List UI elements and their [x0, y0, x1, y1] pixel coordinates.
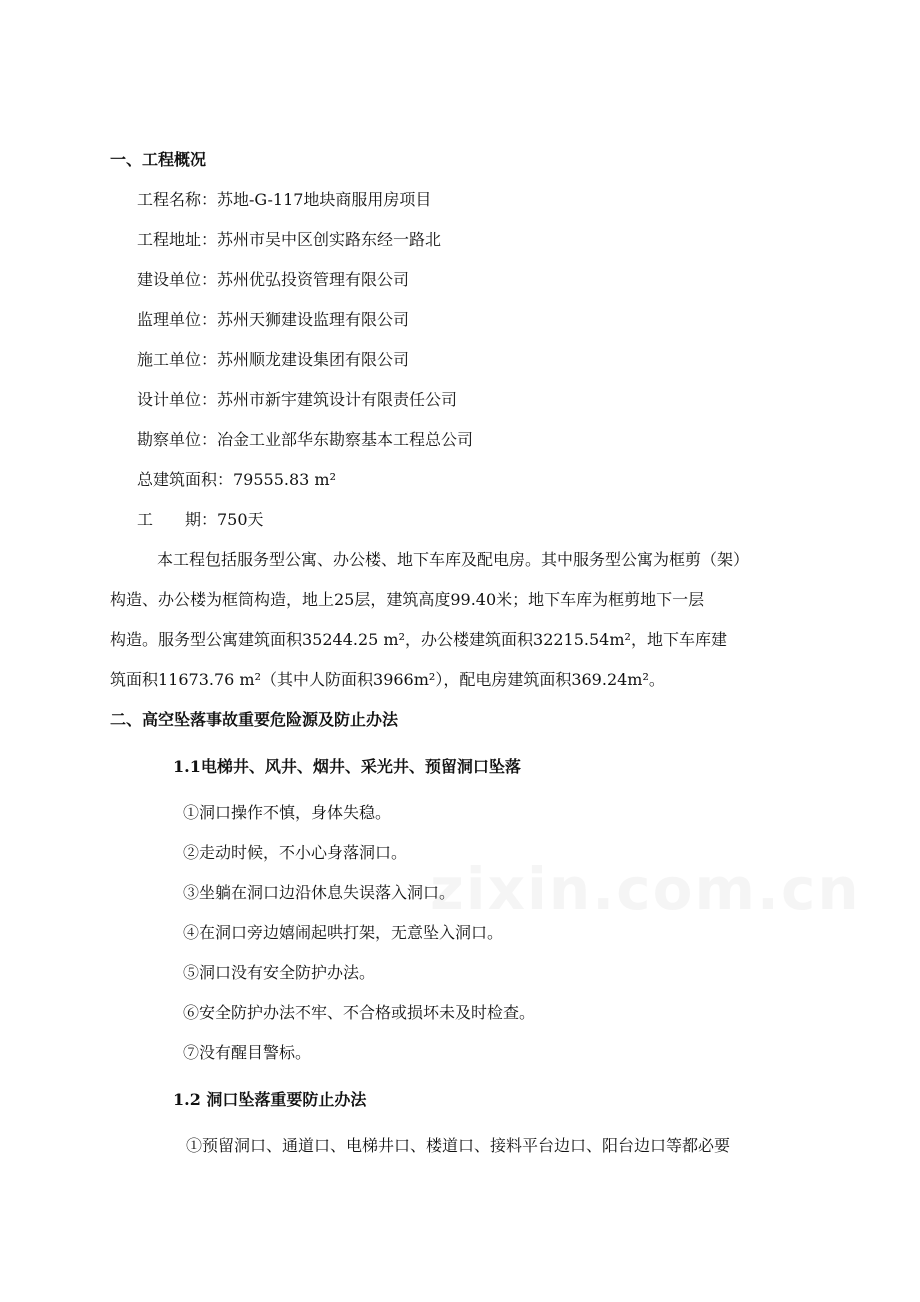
hazard-item-2: ②走动时候，不小心身落洞口。 — [183, 843, 408, 862]
hazard-item-4: ④在洞口旁边嬉闹起哄打架，无意坠入洞口。 — [183, 923, 504, 942]
prevention-item-1: ①预留洞口、通道口、电梯井口、楼道口、接料平台边口、阳台边口等都必要 — [186, 1136, 731, 1155]
field-construction-unit: 建设单位：苏州优弘投资管理有限公司 — [137, 270, 410, 289]
hazard-item-7: ⑦没有醒目警标。 — [183, 1043, 312, 1062]
field-duration: 工 期：750天 — [137, 510, 264, 529]
field-design-unit: 设计单位：苏州市新宇建筑设计有限责任公司 — [137, 390, 458, 409]
hazard-item-5: ⑤洞口没有安全防护办法。 — [183, 963, 376, 982]
field-builder-unit: 施工单位：苏州顺龙建设集团有限公司 — [137, 350, 410, 369]
hazard-item-1: ①洞口操作不慎，身体失稳。 — [183, 803, 392, 822]
hazard-item-6: ⑥安全防护办法不牢、不合格或损坏未及时检查。 — [183, 1003, 536, 1022]
overview-paragraph-line-4: 筑面积11673.76 m²（其中人防面积3966m²），配电房建筑面积369.24m²。 — [110, 670, 665, 689]
overview-paragraph-line-2: 构造、办公楼为框筒构造，地上25层，建筑高度99.40米；地下车库为框剪地下一层 — [110, 590, 705, 609]
section-heading-overview: 一、工程概况 — [110, 150, 207, 169]
field-survey-unit: 勘察单位：冶金工业部华东勘察基本工程总公司 — [137, 430, 474, 449]
subsection-heading-1-2: 1.2 洞口坠落重要防止办法 — [173, 1090, 367, 1109]
field-project-address: 工程地址：苏州市吴中区创实路东经一路北 — [137, 230, 442, 249]
subsection-heading-1-1: 1.1电梯井、风井、烟井、采光井、预留洞口坠落 — [173, 757, 521, 776]
field-total-area: 总建筑面积：79555.83 m² — [137, 470, 337, 489]
field-supervision-unit: 监理单位：苏州天狮建设监理有限公司 — [137, 310, 410, 329]
overview-paragraph-line-1: 本工程包括服务型公寓、办公楼、地下车库及配电房。其中服务型公寓为框剪（架） — [157, 550, 750, 569]
hazard-item-3: ③坐躺在洞口边沿休息失误落入洞口。 — [183, 883, 456, 902]
watermark: zixin.com.cn — [430, 855, 861, 923]
overview-paragraph-line-3: 构造。服务型公寓建筑面积35244.25 m²，办公楼建筑面积32215.54m²，地下车库建 — [110, 630, 727, 649]
field-project-name: 工程名称：苏地-G-117地块商服用房项目 — [137, 190, 432, 209]
section-heading-fall-hazards: 二、高空坠落事故重要危险源及防止办法 — [110, 710, 399, 729]
